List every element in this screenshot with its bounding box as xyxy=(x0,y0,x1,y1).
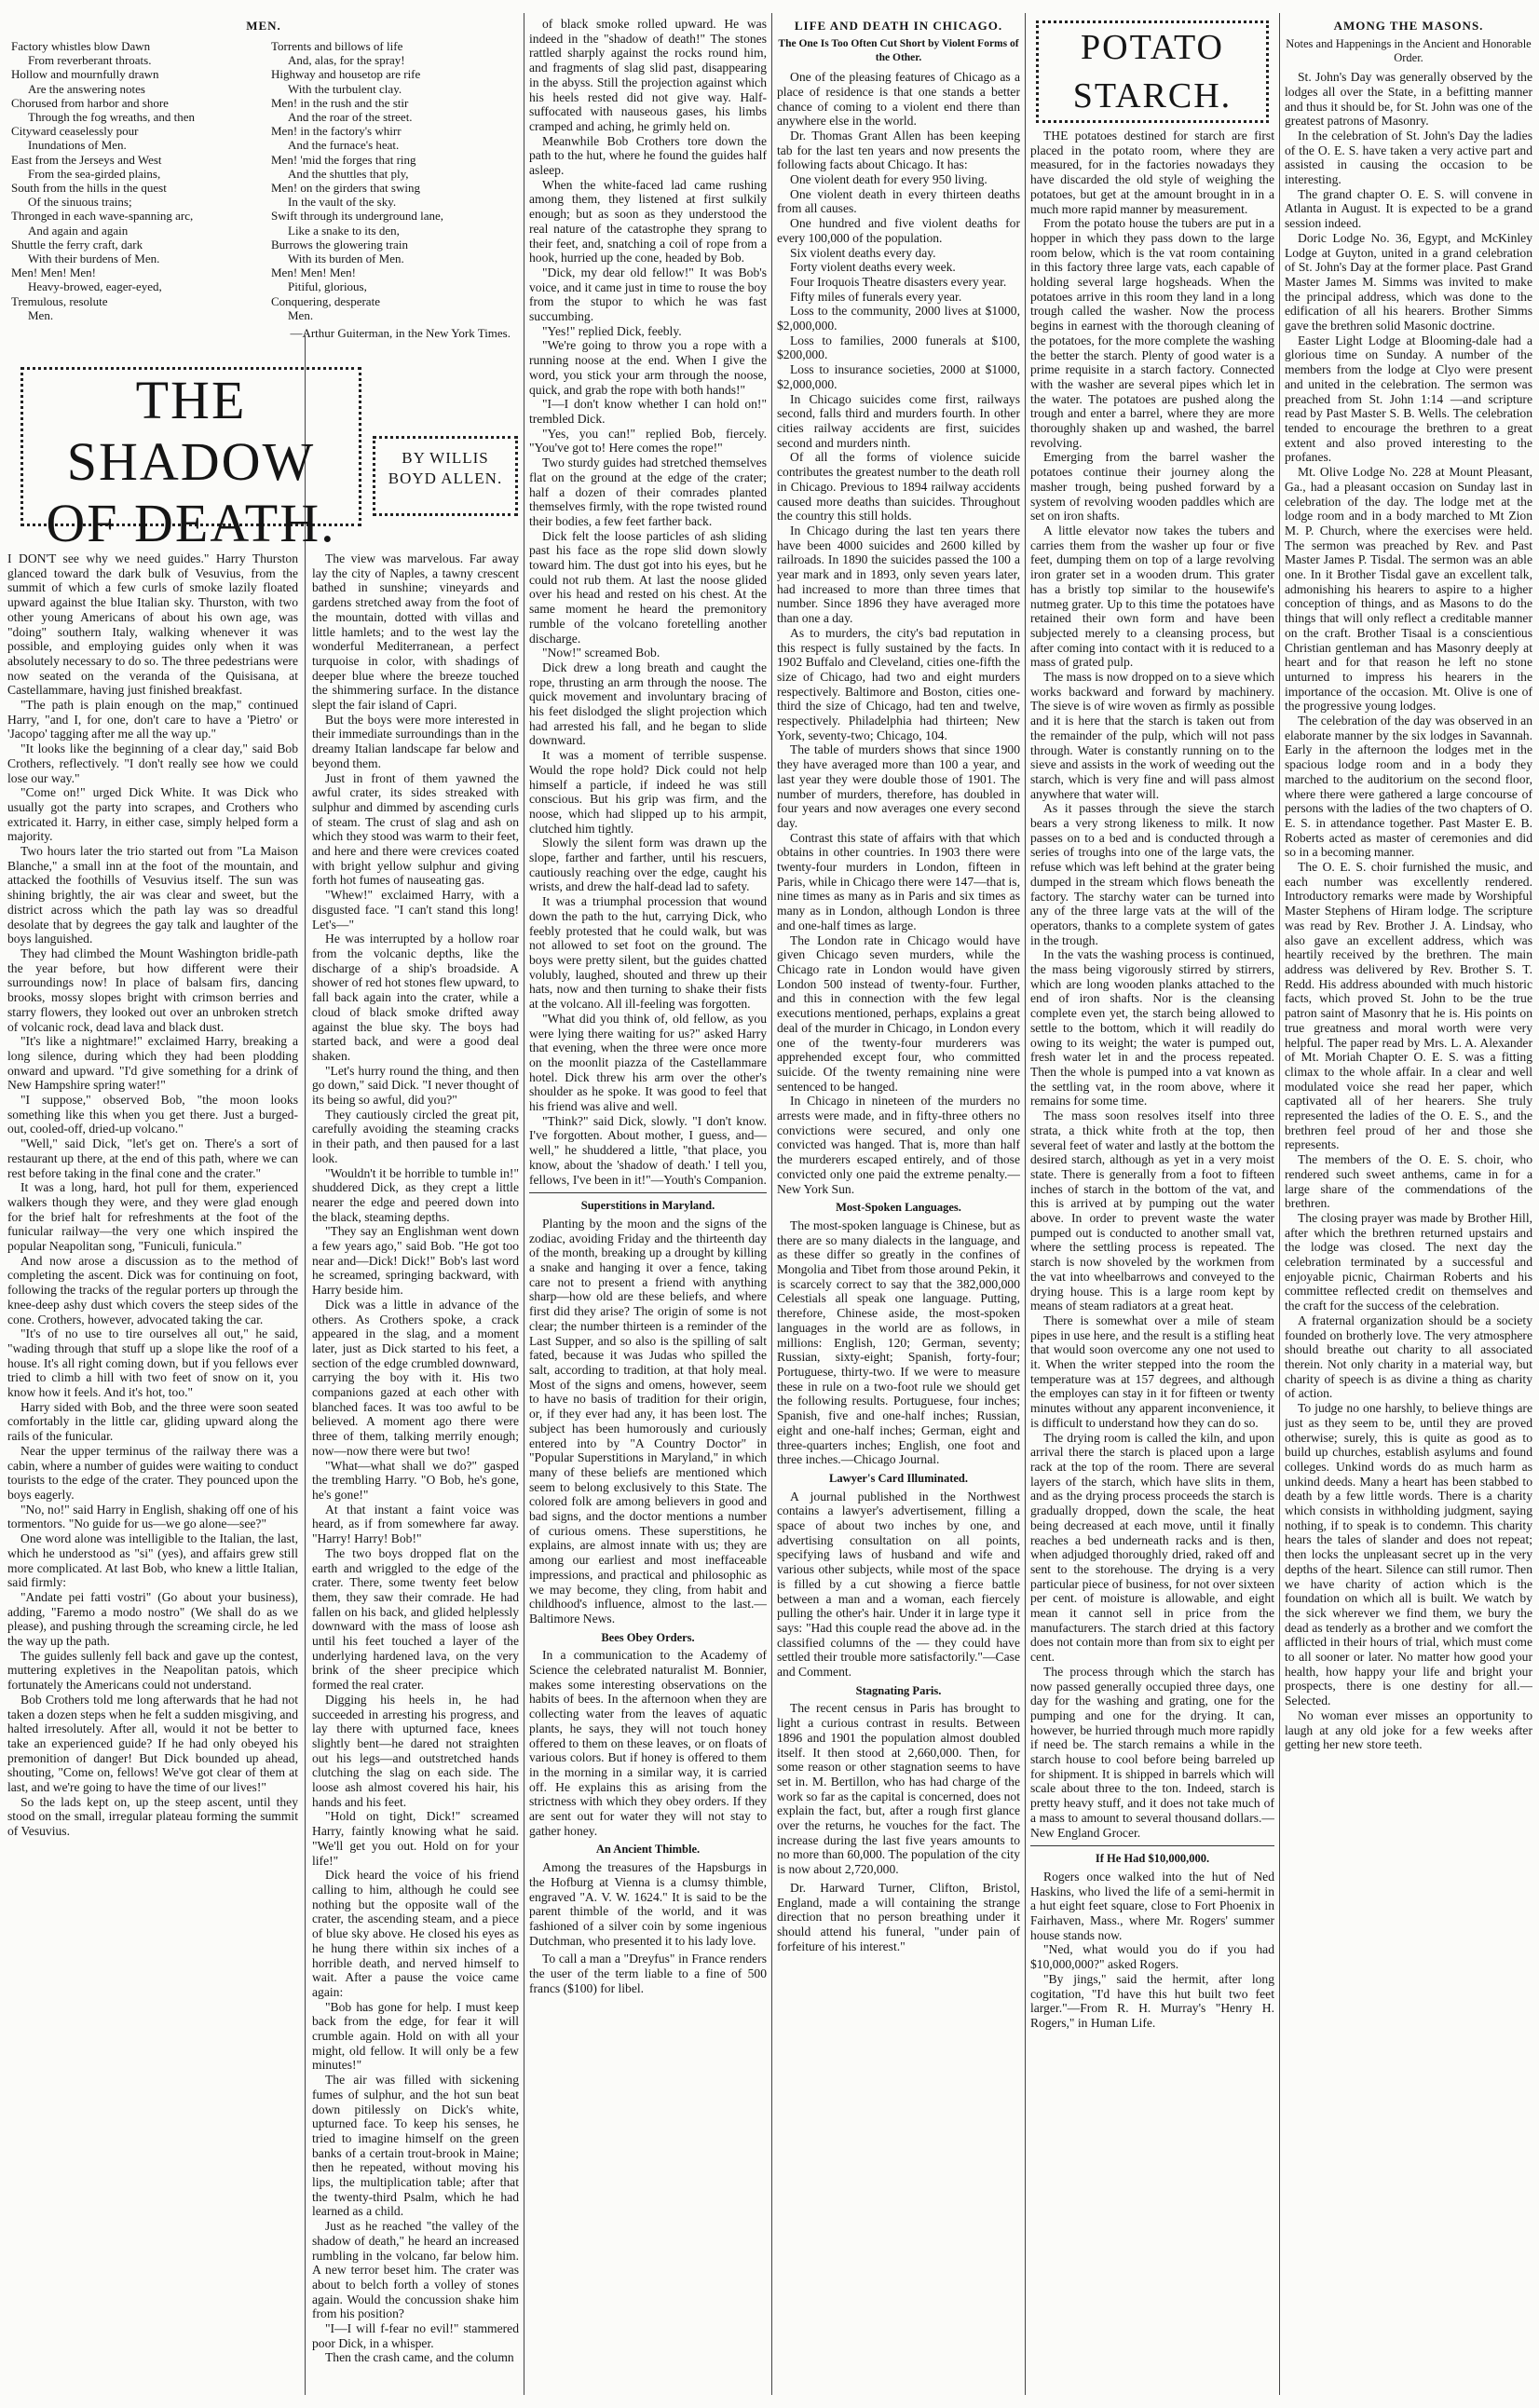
lawyer-text: A journal published in the Northwest contains a lawyer's advertisement, filling a space of about two inches by one, and advertising consultation on all points, specifying laws of husband and wife and various other subjects, while most of the space is filled by a cut showing a fierce battle between a man and a woman, each fiercely pulling the other's hair. Under it in large type it says: "Had this couple read the above ad. in the classified columns of the — they could have settled their trouble more satisfactorily."—Case and Comment. xyxy=(777,1489,1020,1680)
masons-paragraph: Mt. Olive Lodge No. 228 at Mount Pleasant, Ga., had a pleasant occasion on Sunday last in celebration of the day. The lodge met at the lodge room and in a body marched to Mt Zion M. P. Church, where the exercises were held. The sermon was preached by Rev. and Past Master James P. Tisdal. The sermon was an able one. In it Brother Tisdal gave an excellent talk, admonishing his hearers to aspire to a higher conception of things, and as Masons to do the things that will only reflect a creditable manner on the craft. Brother Tisaal is a conscientious Christian gentleman and has Masonry deeply at heart and for that reason he left no stone unturned to impress his hearers in the importance of the occasion. Mt. Olive is one of the progressive young lodges. xyxy=(1285,465,1532,714)
chicago-fact: One hundred and five violent deaths for every 100,000 of the population. xyxy=(777,216,1020,245)
lawyer-heading: Lawyer's Card Illuminated. xyxy=(829,1471,968,1485)
dreyfus-item: To call a man a "Dreyfus" in France renders the user of the term liable to a fine of 500 francs ($100) for libel. xyxy=(529,1952,767,1995)
column-6 xyxy=(1285,17,1532,2395)
men-poem-title: MEN. xyxy=(246,19,281,33)
masons-paragraph: St. John's Day was generally observed by the lodges all over the State, in a befitting manner and thus it should be, for St. John was one of the greatest patrons of Masonry. xyxy=(1285,70,1532,129)
story-paragraph: "Hold on tight, Dick!" screamed Harry, faintly knowing what he said. "We'll get you out. Hold on for your life!" xyxy=(312,1809,519,1868)
masons-paragraph: No woman ever misses an opportunity to laugh at any old joke for a few weeks after getting her new store teeth. xyxy=(1285,1707,1532,1752)
masons-paragraph: The members of the O. E. S. choir, who rendered such sweet anthems, came in for a large share of the commendations of the brethren. xyxy=(1285,1152,1532,1211)
paris-text: The recent census in Paris has brought to light a curious contrast in results. Between 1896 and 1901 the population almost doubled itself. It then stood at 2,660,000. Then, for some reason or other stagnation seems to have set in. M. Bertillon, who has had charge of the work so far as the capital is concerned, does not explain the fact, but, after a rough first glance over the returns, he vouches for the fact. The increase during the last five years amounts to no more than 60,000. The population of the city is now about 2,720,000. xyxy=(777,1701,1020,1877)
potato-paragraph: Emerging from the barrel washer the potatoes continue their journey along the masher trough, being pushed forward by a system of revolving wooden paddles which are set on iron shafts. xyxy=(1030,450,1274,524)
poem-line: And, alas, for the spray! xyxy=(288,53,405,68)
column-rule xyxy=(771,13,772,2395)
chicago-fact: Forty violent deaths every week. xyxy=(790,260,956,275)
story-paragraph: Two hours later the trio started out from "La Maison Blanche," a small inn at the foot of the mountain, and attacked the foothills of Vesuvius itself. The sun was shining brightly, the air was clear and sweet, but the district across which the path lay was so dreadful desolate that by degrees the gay talk and laughter of the boys languished. xyxy=(7,844,298,946)
story-paragraph: "It's like a nightmare!" exclaimed Harry, breaking a long silence, during which they had been plodding onward and upward. "I'd give something for a drink of New Hampshire spring water!" xyxy=(7,1034,298,1093)
rogers-heading: If He Had $10,000,000. xyxy=(1095,1852,1210,1866)
chicago-facts xyxy=(777,172,1020,392)
chicago-fact: Four Iroquois Theatre disasters every year. xyxy=(790,274,1007,289)
poem-line: Highway and housetop are rife xyxy=(271,67,421,82)
thimble-text: Among the treasures of the Hapsburgs in the Hofburg at Vienna is a clumsy thimble, engraved "A. V. W. 1624." It is said to be the parent thimble of the world, and it was fashioned of a silver coin by some ingenious Dutchman, who presented it to his lady love. xyxy=(529,1860,767,1948)
poem-line: Inundations of Men. xyxy=(28,138,127,153)
superstitions-text: Planting by the moon and the signs of the zodiac, avoiding Friday and the thirteenth day of the month, breaking up a drought by killing a snake and hanging it over a fence, taking care not to present a friend with anything sharp—how old are these beliefs, and where first did they arise? The origin of some is not clear; the number thirteen is a reminder of the Last Supper, and so also is the spilling of salt fated, because it was Judas who spilled the salt, according to tradition, at that holy meal. Most of the signs and omens, however, seem to have no basis of tradition for their origin, or, if they ever had any, it has been lost. The subject has been humorously and curiously entered into by "A Country Doctor" in "Popular Superstitions in Maryland," in which many of these beliefs are mentioned which seem to belong exclusively to this State. The colored folk are among believers in good and bad signs, and the doctor mentions a number of curious omens. These superstitions, he explains, are almost innate with us; they are among our earliest and most ineffaceable impressions, and practical and philosophic as we may become, they cling, from habit and childhood's influence, almost to the last.—Baltimore News. xyxy=(529,1216,767,1626)
story-paragraph: Harry sided with Bob, and the three were soon seated comfortably in the little car, gliding upward along the rails of the funicular. xyxy=(7,1399,298,1444)
masons-paragraph: The celebration of the day was observed in an elaborate manner by the six lodges in Savannah. Early in the afternoon the lodges met in the spacious lodge room and in a body they marched to the auditorium on the second floor, where there were gathered a large concourse of persons with the ladies of the two chapters of O. E. S. in attendance together. Past Master E. B. Roberts acted as master of ceremonies and did so in a becoming manner. xyxy=(1285,714,1532,860)
story-paragraph: It was a long, hard, hot pull for them, experienced walkers though they were, and they were glad enough for the brief halt for refreshments at the foot of the funicular railway—the very one which inspired the popular Neapolitan song, "Funiculi, funicula." xyxy=(7,1180,298,1254)
story-column-1 xyxy=(7,551,298,2395)
potato-paragraph: The process through which the starch has now passed generally occupied three days, one day for the washing and grating, one for the pumping and one for the drying. It can, however, be hurried through much more rapidly if need be. The starch remains a while in the starch house to cool before being barreled up for shipment. It is shipped in barrels which will scale about three to the ton. Indeed, starch is pretty heavy stuff, and it does not take much of a mass to amount to several thousand dollars.—New England Grocer. xyxy=(1030,1664,1274,1840)
story-paragraph: Dick felt the loose particles of ash sliding past his face as the rope slid down slowly toward him. The dust got into his eyes, but he could not rub them. At last the noose glided over his head and rested on his chest. At the same moment he heard the premonitory rumble of the volcano foretelling another discharge. xyxy=(529,528,767,646)
poem-line: And the shuttles that ply, xyxy=(288,166,409,181)
story-paragraph: "Come on!" urged Dick White. It was Dick who usually got the party into scrapes, and Crothers who extricated it. Harry, in either case, simply helped form a majority. xyxy=(7,785,298,844)
story-paragraph: At that instant a faint voice was heard, as if from somewhere far away. "Harry! Harry! Bob!" xyxy=(312,1502,519,1546)
poem-line: Chorused from harbor and shore xyxy=(11,95,169,110)
chicago-intro xyxy=(777,70,1020,172)
story-paragraph: "I—I don't know whether I can hold on!" trembled Dick. xyxy=(529,397,767,426)
poem-line: Like a snake to its den, xyxy=(288,223,400,238)
poem-line: Cityward ceaselessly pour xyxy=(11,124,139,139)
rogers-body xyxy=(1030,1870,1274,2031)
potato-paragraph: As it passes through the sieve the starch bears a very strong likeness to milk. It now passes on to a bed and is conducted through a series of troughs into one of the large vats, the refuse which was left behind at the grater being dumped in the stream which flows beneath the factory. The starchy water can be turned into any of the three large vats at the will of the operators, thanks to a complete system of gates in the trough. xyxy=(1030,801,1274,947)
shadow-title-block xyxy=(7,347,525,553)
masons-paragraph: A fraternal organization should be a society founded on brotherly love. The very atmosphere should breathe out charity to all associated therein. Not only charity in a material way, but charity of speech is as divine a thing as charity of action. xyxy=(1285,1313,1532,1401)
poem-line: Burrows the glowering train xyxy=(271,237,408,252)
story-paragraph: "It's of no use to tire ourselves all out," he said, "wading through that stuff up a slope like the roof of a house. It's all right coming down, but if you fellows ever tried to climb a hill with two feet of snow on it, you know how it feels. And it's hot, too." xyxy=(7,1326,298,1400)
poem-line: With the turbulent clay. xyxy=(288,81,402,96)
column-rule xyxy=(1279,13,1280,2395)
story-conclusion xyxy=(529,17,767,1187)
turner-item: Dr. Harward Turner, Clifton, Bristol, England, made a will containing the strange direction that no person breathing under it should attend his funeral, "under pain of forfeiture of his interest." xyxy=(777,1880,1020,1953)
rogers-paragraph: "Ned, what would you do if you had $10,000,000?" asked Rogers. xyxy=(1030,1942,1274,1972)
poem-line: Men! Men! Men! xyxy=(271,265,356,280)
chicago-paragraph: One of the pleasing features of Chicago as a place of residence is that one stands a better chance of coming to a violent end there than anywhere else in the world. xyxy=(777,70,1020,129)
column-5 xyxy=(1030,17,1274,2395)
chicago-paragraph: Contrast this state of affairs with that which obtains in other countries. In 1903 there were twenty-four murders in London, fifteen in Paris, while in Chicago there were 147—that is, nine times as many as in Paris and six times as many as in London, although London is three and one-half times as large. xyxy=(777,830,1020,932)
masons-body xyxy=(1285,70,1532,1752)
story-paragraph: "No, no!" said Harry in English, shaking off one of his tormentors. "No guide for us—we go alone—see?" xyxy=(7,1502,298,1531)
column-4 xyxy=(777,17,1020,2395)
masons-paragraph: Doric Lodge No. 36, Egypt, and McKinley Lodge at Guyton, united in a grand celebration of St. John's Day at the former place. Past Grand Master James M. Simms was invited to make the principal address, which was done to the edification of all his hearers. Brother Simms gave the brethren solid Masonic doctrine. xyxy=(1285,230,1532,333)
story-paragraph: Then the crash came, and the column xyxy=(325,2350,514,2365)
poem-line: Are the answering notes xyxy=(28,81,145,96)
chicago-fact: Fifty miles of funerals every year. xyxy=(790,289,962,304)
poem-line: Heavy-browed, eager-eyed, xyxy=(28,279,162,294)
languages-text: The most-spoken language is Chinese, but as there are so many dialects in the language, and as these differ so greatly in the confines of Mongolia and Tibet from those around Pekin, it is scarcely correct to say that the 382,000,000 Celestials all speak one language. Putting, therefore, Chinese aside, the most-spoken languages in the world are as follows, in millions: English, 120; German, seventy; Russian, sixty-eight; Spanish, forty-four; Portuguese, thirty-two. If we were to measure these in rule on a two-foot rule we should get the following results. Portuguese, four inches; Spanish, five and one-half inches; Russian, eight and one-half inches; German, eight and three-quarters inches; English, one foot and three inches.—Chicago Journal. xyxy=(777,1218,1020,1467)
story-paragraph: Near the upper terminus of the railway there was a cabin, where a number of guides were waiting to conduct tourists to the edge of the crater. They pounced upon the boys eagerly. xyxy=(7,1443,298,1502)
story-paragraph: The two boys dropped flat on the earth and wriggled to the edge of the crater. There, some twenty feet below them, they saw their comrade. He had fallen on his back, and glided helplessly downward with the mass of loose ash until his feet touched a layer of the underlying hardened lava, on the very brink of the sheer precipice which formed the real crater. xyxy=(312,1545,519,1693)
story-paragraph: Just in front of them yawned the awful crater, its sides streaked with sulphur and dimmed by ascending curls of steam. The crust of slag and ash on which they stood was warm to their feet, and here and there were crevices coated with bright yellow sulphur and giving forth hot fumes of nauseating gas. xyxy=(312,770,519,888)
story-paragraph: The guides sullenly fell back and gave up the contest, muttering expletives in the Neapolitan patois, which fortunately the Americans could not understand. xyxy=(7,1648,298,1693)
men-poem-left-stanza xyxy=(11,39,258,322)
chicago-body xyxy=(777,392,1020,1197)
story-paragraph: "It looks like the beginning of a clear day," said Bob Crothers, reflectively. "I don't really see how we could lose our way." xyxy=(7,741,298,785)
potato-paragraph: A little elevator now takes the tubers and carries them from the washer up four or five feet, dumping them on top of a large revolving iron grater set in a wooden drum. This grater has a bristly top similar to the housewife's nutmeg grater. Up to this time the potatoes have retained their own form and have been subjected merely to a cleansing process, but after coming into contact with it is reduced to a mass of grated pulp. xyxy=(1030,523,1274,670)
potato-starch-title: POTATO STARCH. xyxy=(1036,20,1269,123)
story-paragraph: Just as he reached "the valley of the shadow of death," he heard an increased rumbling in the volcano, far below him. A new terror beset him. The crater was about to belch forth a volley of stones again. Would the concussion shake him from his position? xyxy=(312,2219,519,2321)
potato-starch-body xyxy=(1030,129,1274,1840)
story-paragraph: "Let's hurry round the thing, and then go down," said Dick. "I never thought of its being so awful, did you?" xyxy=(312,1063,519,1108)
chicago-fact: Loss to families, 2000 funerals at $100, $200,000. xyxy=(777,333,1020,362)
story-paragraph: And now arose a discussion as to the method of completing the ascent. Dick was for continuing on foot, following the tracks of the regular porters up through the knee-deep ashy dust which covers the steep sides of the cone. Crothers, however, advocated taking the car. xyxy=(7,1253,298,1326)
chicago-paragraph: Dr. Thomas Grant Allen has been keeping tab for the last ten years and now presents the following facts about Chicago. It has: xyxy=(777,128,1020,172)
column-rule xyxy=(305,335,306,2395)
poem-line: Tremulous, resolute xyxy=(11,293,108,308)
story-paragraph: "Yes, you can!" replied Bob, fiercely. "You've got to! Here comes the rope!" xyxy=(529,426,767,456)
chicago-fact: Six violent deaths every day. xyxy=(790,245,936,260)
poem-line: Hollow and mournfully drawn xyxy=(11,67,159,82)
rogers-paragraph: Rogers once walked into the hut of Ned Haskins, who lived the life of a semi-hermit in a hut eight feet square, close to Fort Phoenix in Fairhaven, Mass., where Mr. Rogers' summer house stands now. xyxy=(1030,1869,1274,1942)
story-paragraph: "I suppose," observed Bob, "the moon looks something like this when you get there. Just a burged-out, cooled-off, dried-up volcano." xyxy=(7,1093,298,1136)
story-paragraph: Two sturdy guides had stretched themselves flat on the ground at the edge of the crater; half a dozen of their comrades planted themselves firmly, with the rope twisted round their bodies, a few feet farther back. xyxy=(529,456,767,528)
chicago-fact: One violent death in every thirteen deaths from all causes. xyxy=(777,186,1020,216)
poem-line: East from the Jerseys and West xyxy=(11,152,162,167)
paris-heading: Stagnating Paris. xyxy=(855,1683,942,1697)
story-paragraph: "Whew!" exclaimed Harry, with a disgusted face. "I can't stand this long! Let's—" xyxy=(312,888,519,932)
story-paragraph: They had climbed the Mount Washington bridle-path the year before, but how different were their surroundings now! In place of balsam firs, dancing brooks, mossy slopes bright with crimson berries and starry flowers, they looked out over an unbroken stretch of volcanic rock, dead lava and black dust. xyxy=(7,946,298,1034)
poem-line: Men! on the girders that swing xyxy=(271,181,420,196)
poem-line: With their burdens of Men. xyxy=(28,252,160,266)
potato-paragraph: From the potato house the tubers are put in a hopper in which they pass down to the large room below, which is the vat room containing in this factory three large vats, each capable of holding several large hogsheads. When the potatoes arrive in this room they land in a long trough called the washer. Now the process begins in earnest with the thorough cleaning of the potatoes, for the more complete the washing the better the starch. Plenty of good water is a prime requisite in a starch factory. Connected with the washer are several pipes which let in the water. The potatoes are pushed along the trough and enter a barrel, where they are more thoroughly shaken up and washed, the barrel revolving. xyxy=(1030,216,1274,450)
story-paragraph: of black smoke rolled upward. He was indeed in the "shadow of death!" The stones rattled sharply against the rocks round him, and fragments of slag slid past, disappearing in the abyss. Still the projection against which his heels rested did not give way. Half-suffocated with nauseous gases, his limbs cramped and aching, he grimly held on. xyxy=(529,17,767,133)
potato-paragraph: The mass soon resolves itself into three strata, a thick white froth at the top, then several feet of water and lastly at the bottom the desired starch, although as yet in a very moist state. There is generally from a foot to fifteen inches of starch in the bottom of the vat, and this is arrived at by pumping out the water above. In order to prevent waste the water pumped out is conducted to another small vat, where the settling process is repeated. The starch is now shoveled by the workmen from the vat into wheelbarrows and conveyed to the drying house. This is a large room kept by means of steam radiators at a great heat. xyxy=(1030,1109,1274,1313)
poem-line: From the sea-girded plains, xyxy=(28,166,161,181)
languages-heading: Most-Spoken Languages. xyxy=(836,1201,961,1215)
shadow-author: BY WILLIS BOYD ALLEN. xyxy=(373,436,518,516)
poem-line: With its burden of Men. xyxy=(288,252,404,266)
story-paragraph: "What—what shall we do?" gasped the trembling Harry. "O Bob, he's gone, he's gone!" xyxy=(312,1458,519,1502)
masons-paragraph: The grand chapter O. E. S. will convene in Atlanta in August. It is expected to be a grand session indeed. xyxy=(1285,186,1532,231)
story-paragraph: "Bob has gone for help. I must keep back from the edge, for fear it will crumble again. Hold on with all your might, old fellow. It will only be a few minutes!" xyxy=(312,1999,519,2073)
story-paragraph: "Well," said Dick, "let's get on. There's a sort of restaurant up there, at the end of this path, where we can rest before taking in the final cone and the crater." xyxy=(7,1136,298,1180)
story-paragraph: Dick drew a long breath and caught the rope, thrusting an arm through the noose. The quick movement and involuntary bracing of his feet dislodged the slight projection which had arrested his fall, and he began to slide downward. xyxy=(529,660,767,748)
column-3 xyxy=(529,17,767,2395)
chicago-paragraph: In Chicago during the last ten years there have been 4000 suicides and 2600 killed by railroads. In 1890 the suicides passed the 100 a year mark and in 1893, only seven years later, had increased to more than three times that number. Since 1896 they have averaged more than one a day. xyxy=(777,523,1020,626)
story-paragraph: So the lads kept on, up the steep ascent, until they stood on the small, irregular plateau forming the summit of Vesuvius. xyxy=(7,1794,298,1839)
potato-paragraph: The mass is now dropped on to a sieve which works backward and forward by machinery. The sieve is of wire woven as firmly as possible and it is here that the starch is taken out from the remainder of the pulp, which will not pass through. Water is constantly running on to the sieve and assists in the work of weeding out the starch, which is very fine and will pass almost anywhere that water will. xyxy=(1030,670,1274,801)
poem-line: Men. xyxy=(288,307,314,322)
masons-subheading: Notes and Happenings in the Ancient and Honorable Order. xyxy=(1286,36,1532,65)
story-paragraph: But the boys were more interested in their immediate surroundings than in the dreamy Italian landscape far below and beyond them. xyxy=(312,712,519,770)
bees-text: In a communication to the Academy of Science the celebrated naturalist M. Bonnier, makes some interesting observations on the habits of bees. In the afternoon when they are collecting water from the leaves of aquatic plants, he says, they will not touch honey offered to them on these leaves, or on floats of various colors. But if honey is offered to them in the morning in a similar way, it is carried off. He explains this as arising from the strictness with which they obey orders. If they are sent out for water they will not stay to gather honey. xyxy=(529,1648,767,1838)
masons-paragraph: Easter Light Lodge at Blooming-dale had a glorious time on Sunday. A number of the members from the lodge at Clyo were present and united in the celebration. The sermon was preached from St. John 1:14 —and scripture read by Past Master S. B. Wells. The celebration tended to encourage the brethren to a great extent and also proved interesting to the profanes. xyxy=(1285,333,1532,465)
men-poem-attribution: —Arthur Guiterman, in the New York Times. xyxy=(290,326,511,341)
poem-line: And again and again xyxy=(28,223,129,238)
chicago-fact: Loss to the community, 2000 lives at $1000, $2,000,000. xyxy=(777,304,1020,333)
poem-line: Men! Men! Men! xyxy=(11,265,96,280)
poem-line: South from the hills in the quest xyxy=(11,181,167,196)
story-paragraph: Bob Crothers told me long afterwards that he had not taken a dozen steps when he felt a sudden misgiving, and halted irresolutely. After all, would it not be better to take an experienced guide? If he had only obeyed his premonition of danger! But Dick bounded up ahead, shouting, "Come on, fellows! We've got clear of them at last, and we're going to have the time of our lives!" xyxy=(7,1692,298,1795)
masons-paragraph: The O. E. S. choir furnished the music, and each number was excellently rendered. Introductory remarks were made by Worshipful Master Stephens of Hiram lodge. The scripture was read by Rev. Brother J. A. Lindsay, who also gave an excellent address, which was heartily received by the brethren. The main address was delivered by Rev. Brother S. T. Redd. His address abounded with much historic facts, which proved St. John to be the true patron saint of Masonry that he is. His points on true greatness and moral worth were very helpful. The paper read by Mrs. L. A. Alexander of Mt. Moriah Chapter O. E. S. was a fitting climax to the whole affair. In a clear and well modulated voice she read her paper, which captivated all of her hearers. She truly represented the ladies of the O. E. S., and the brethren feel proud of her and those she represents. xyxy=(1285,860,1532,1152)
poem-line: Conquering, desperate xyxy=(271,293,380,308)
story-paragraph: "I—I will f-fear no evil!" stammered poor Dick, in a whisper. xyxy=(312,2321,519,2350)
chicago-fact: Loss to insurance societies, 2000 at $1000, $2,000,000. xyxy=(777,362,1020,391)
story-paragraph: "Now!" screamed Bob. xyxy=(542,646,661,660)
masons-heading: AMONG THE MASONS. xyxy=(1333,19,1484,33)
chicago-paragraph: As to murders, the city's bad reputation in this respect is fully sustained by the facts. In 1902 Buffalo and Cleveland, cities one-fifth the size of Chicago, had two and eight murders respectively. Baltimore and Boston, cities one-third the size of Chicago, had ten and twelve, respectively. Philadelphia had thirteen; New York, seventy-two; Chicago, 104. xyxy=(777,625,1020,742)
men-poem-right-stanza xyxy=(271,39,518,322)
story-paragraph: Slowly the silent form was drawn up the slope, farther and farther, until his rescuers, cautiously reaching over the edge, caught his wrists, and drew the half-dead lad to safety. xyxy=(529,836,767,894)
story-paragraph: "We're going to throw you a rope with a running noose at the end. When I give the word, you stick your arm through the noose, quick, and grab the rope with both hands!" xyxy=(529,338,767,397)
story-paragraph: Meanwhile Bob Crothers tore down the path to the hut, where he found the guides half asleep. xyxy=(529,133,767,178)
story-paragraph: The air was filled with sickening fumes of sulphur, and the hot sun beat down pitilessly on Dick's white, upturned face. To keep his senses, he tried to imagine himself on the green banks of a certain trout-brook in Maine; then he repeated, without moving his lips, the multiplication table; after that the twenty-third Psalm, which he had learned as a child. xyxy=(312,2073,519,2219)
potato-paragraph: In the vats the washing process is continued, the mass being vigorously stirred by stirrers, which are long wooden planks attached to the end of iron shafts. Nor is the cleansing complete even yet, the starch being allowed to settle to the bottom, which it will readily do owing to its weight; the water is pumped out, fresh water let in and the process repeated. Then the whole is pumped into a vat known as the settling vat, in the room above, where it remains for some time. xyxy=(1030,947,1274,1109)
poem-line: And the roar of the street. xyxy=(288,110,413,125)
story-paragraph: It was a triumphal procession that wound down the path to the hut, carrying Dick, who feebly protested that he could walk, but was not allowed to set foot on the ground. The boys were pretty silent, but the guides chatted volubly, laughed, shouted and threw up their hats, now and then turning to shake their fists at the volcano. All ill-feeling was forgotten. xyxy=(529,894,767,1012)
chicago-paragraph: In Chicago in nineteen of the murders no arrests were made, and in fifty-three others no convictions were secured, and only one convicted was hanged. That is, more than half the murderers escaped entirely, and of those convicted only one paid the extreme penalty.—New York Sun. xyxy=(777,1094,1020,1196)
story-paragraph: It was a moment of terrible suspense. Would the rope hold? Dick could not help himself a particle, if indeed he was still conscious. But his grip was firm, and the noose, which had slipped up to his armpit, clutched him tightly. xyxy=(529,748,767,836)
chicago-paragraph: Of all the forms of violence suicide contributes the greatest number to the death roll in Chicago. Previous to 1894 railway accidents caused more deaths than suicides. Throughout the country this still holds. xyxy=(777,450,1020,524)
story-paragraph: "Think?" said Dick, slowly. "I don't know. I've forgotten. About mother, I guess, and—well," he shuddered a little, "that place, you know, about the 'shadow of death.' I tell you, fellows, I've been in it!"—Youth's Companion. xyxy=(529,1113,767,1187)
story-paragraph: "Andate pei fatti vostri" (Go about your business), adding, "Faremo a modo nostro" (We shall do as we please), and pushing through the screaming circle, he led the way up the path. xyxy=(7,1589,298,1649)
poem-line: And the furnace's heat. xyxy=(288,138,400,153)
men-poem xyxy=(7,17,520,341)
masons-paragraph: In the celebration of St. John's Day the ladies of the O. E. S. have taken a very active part and assisted in causing the occasion to be interesting. xyxy=(1285,128,1532,187)
story-paragraph: Dick was a little in advance of the others. As Crothers spoke, a crack appeared in the slag, and a moment later, just as Dick started to his feet, a section of the edge crumbled downward, carrying the boy with it. His two companions gazed at each other with blanched faces. It was too awful to be believed. A moment ago there were three of them, talking merrily enough; now—now there were but two! xyxy=(312,1297,519,1458)
chicago-fact: One violent death for every 950 living. xyxy=(790,172,987,187)
thimble-heading: An Ancient Thimble. xyxy=(595,1843,701,1857)
poem-line: Men. xyxy=(28,307,54,322)
chicago-paragraph: The London rate in Chicago would have given Chicago seven murders, while the Chicago rate in London would have given London 500 instead of twenty-four. Further, and this in connection with the few legal executions mentioned, perhaps, explains a great deal of the murder in Chicago, in London every one of the twenty-four murderers was apprehended except four, who committed suicide. Of the twenty remaining nine were sentenced to be hanged. xyxy=(777,932,1020,1094)
poem-line: From reverberant throats. xyxy=(28,53,152,68)
potato-paragraph: There is somewhat over a mile of steam pipes in use here, and the result is a stifling heat that would soon overcome any one not used to it. When the writer stepped into the room the temperature was at 157 degrees, and although the employes can stay in it for fifteen or twenty minutes without any apparent inconvenience, it is difficult to understand how they can do so. xyxy=(1030,1313,1274,1430)
chicago-paragraph: In Chicago suicides come first, railways second, falls third and murders fourth. In other cities railway accidents are first, suicides second and murders ninth. xyxy=(777,391,1020,450)
bees-heading: Bees Obey Orders. xyxy=(601,1630,695,1644)
chicago-heading: LIFE AND DEATH IN CHICAGO. xyxy=(794,19,1003,33)
chicago-subheading: The One Is Too Often Cut Short by Violent Forms of the Other. xyxy=(778,37,1019,64)
story-paragraph: "Dick, my dear old fellow!" It was Bob's voice, and it came just in time to rouse the boy from the stupor to which he was fast succumbing. xyxy=(529,265,767,324)
masons-paragraph: To judge no one harshly, to believe things are just as they seem to be, until they are proved otherwise; surely, this is quite as good as to build up churches, establish asylums and found colleges. Unkind words do as much harm as unkind deeds. Many a heart has been stabbed to death by a few little words. There is a charity which consists in withholding judgment, saying nothing, if to speak is to condemn. This charity hears the tales of slander and does not repeat; then locks the unpleasant secret up in the very depths of the heart. Silence can still rumor. Then we have charity of action which is the foundation on which all is built. We watch by the sick wherever we find them, we bury the dead as tenderly as a brother and we comfort the afflicted in their hours of trial, which must come to all sooner or later. No matter how good your health, how happy your life and bright your prospects, there is one destiny for all.—Selected. xyxy=(1285,1401,1532,1708)
story-paragraph: One word alone was intelligible to the Italian, the last, which he understood as "si" (yes), and affairs grew still more complicated. At last Bob, who knew a little Italian, said firmly: xyxy=(7,1531,298,1590)
poem-line: Men! in the factory's whirr xyxy=(271,124,402,139)
poem-line: Swift through its underground lane, xyxy=(271,209,443,224)
poem-line: Through the fog wreaths, and then xyxy=(28,110,196,125)
poem-line: Pitiful, glorious, xyxy=(288,279,367,294)
story-column-2 xyxy=(312,551,519,2395)
poem-line: Men! in the rush and the stir xyxy=(271,95,409,110)
shadow-title: THE SHADOW OF DEATH. xyxy=(20,367,361,526)
story-paragraph: Digging his heels in, he had succeeded in arresting his progress, and lay there with upturned face, knees slightly bent—he dared not straighten out his legs—and outstretched hands clutching the slag on each side. The loose ash almost covered his hair, his hands and his feet. xyxy=(312,1692,519,1809)
story-paragraph: "The path is plain enough on the map," continued Harry, "and I, for one, don't care to have a 'Pietro' or 'Jacopo' tagging after me all the way up." xyxy=(7,698,298,741)
poem-line: In the vault of the sky. xyxy=(288,195,397,210)
potato-paragraph: THE potatoes destined for starch are first placed in the potato room, where they are measured, for in the factories nowadays they have discarded the old style of weighing the potatoes, but get at the amount brought in in a much more rapid manner by measurement. xyxy=(1030,129,1274,216)
poem-line: Of the sinuous trains; xyxy=(28,195,132,210)
story-paragraph: "They say an Englishman went down a few years ago," said Bob. "He got too near and—Dick! Dick!" Bob's last word he screamed, springing backward, with Harry beside him. xyxy=(312,1224,519,1298)
superstitions-heading: Superstitions in Maryland. xyxy=(580,1199,715,1213)
story-paragraph: He was interrupted by a hollow roar from the volcanic depths, like the discharge of a ship's broadside. A shower of red hot stones flew upward, to fall back again into the crater, while a cloud of black smoke drifted away against the blue sky. The boys had started back, and were a good deal shaken. xyxy=(312,932,519,1063)
poem-line: Men! 'mid the forges that ring xyxy=(271,152,416,167)
story-paragraph: They cautiously circled the great pit, carefully avoiding the steaming cracks in their path, and then paused for a last look. xyxy=(312,1107,519,1165)
column-rule xyxy=(1025,13,1026,2395)
story-paragraph: "What did you think of, old fellow, as you were lying there waiting for us?" asked Harry that evening, when the three were once more on the moonlit piazza of the Castellammare hotel. Dick threw his arm over the other's shoulder as he spoke. It was good to feel that his friend was alive and well. xyxy=(529,1011,767,1114)
potato-paragraph: The drying room is called the kiln, and upon arrival there the starch is placed upon a large rack at the top of the room. There are several layers of the starch, which have slits in them, and as the drying process proceeds the starch is gradually dropped, down the scale, the heat being decreased at each move, until it finally reaches a bed underneath racks and is then, when adjudged thoroughly dried, raked off and sent to the storehouse. The drying is a very particular piece of business, for not over sixteen per cent. of moisture is allowable, and eight mean it cannot sell in price from the manufacturers. The starch dried at this factory does not contain more than from six to eight per cent. xyxy=(1030,1430,1274,1665)
chicago-paragraph: The table of murders shows that since 1900 they have averaged more than 100 a year, and last year they were double those of 1901. The number of murders, therefore, has doubled in four years and now averages one every second day. xyxy=(777,742,1020,830)
story-paragraph: I DON'T see why we need guides." Harry Thurston glanced toward the dark bulk of Vesuvius, from the summit of which a few curls of smoke lazily floated upward against the blue Italian sky. Thurston, with two other young Americans of about his own age, was "doing" southern Italy, walking whenever it was possible, and employing guides only when it was absolutely necessary to do so. The three pedestrians were now seated on the veranda of the Quisisana, at Castellammare, having just finished breakfast. xyxy=(7,551,298,698)
story-paragraph: "Wouldn't it be horrible to tumble in!" shuddered Dick, as they crept a little nearer the edge and peered down into the black, steaming depths. xyxy=(312,1165,519,1224)
poem-line: Shuttle the ferry craft, dark xyxy=(11,237,143,252)
rogers-paragraph: "By jings," said the hermit, after long cogitation, "I'd have this hut built two feet larger."—From R. H. Murray's "Henry H. Rogers," in Human Life. xyxy=(1030,1971,1274,2030)
story-paragraph: When the white-faced lad came rushing among them, they listened at first sulkily enough; but as soon as they understood the real nature of the catastrophe they sprang to their feet, and, snatching a coil of rope from a hook, hurried up the cone, headed by Bob. xyxy=(529,177,767,265)
poem-line: Factory whistles blow Dawn xyxy=(11,39,151,53)
story-paragraph: Dick heard the voice of his friend calling to him, although he could see nothing but the opposite wall of the crater, the ascending steam, and a piece of blue sky above. He closed his eyes as he hung there within six inches of a horrible death, and nerved himself to wait. After a pause the voice came again: xyxy=(312,1868,519,1999)
story-paragraph: The view was marvelous. Far away lay the city of Naples, a tawny crescent bathed in sunshine; vineyards and gardens stretched away from the foot of the mountain, dotted with villas and little hamlets; and to the west lay the wonderful Mediterranean, a perfect turquoise in color, with shadings of deeper blue where the breeze touched the shimmering surface. In the distance slept the fair island of Capri. xyxy=(312,551,519,713)
poem-line: Torrents and billows of life xyxy=(271,39,403,53)
poem-line: Thronged in each wave-spanning arc, xyxy=(11,209,194,224)
masons-paragraph: The closing prayer was made by Brother Hill, after which the brethren returned upstairs and the lodge was closed. The next day the celebration terminated by a successful and enjoyable picnic, Chairman Roberts and his committee reflected credit on themselves and the craft for the success of the celebration. xyxy=(1285,1210,1532,1313)
story-paragraph: "Yes!" replied Dick, feebly. xyxy=(542,323,682,338)
